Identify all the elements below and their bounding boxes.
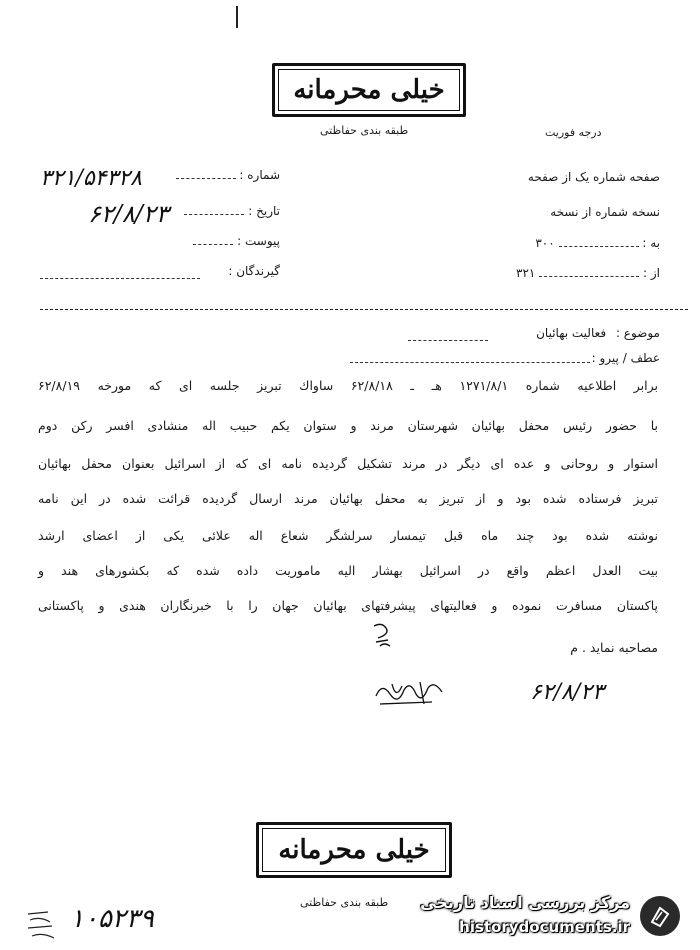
recipients-field <box>228 264 280 278</box>
archive-scribble-icon <box>24 906 58 942</box>
body-line: برابر اطلاعیه شماره ۱۲۷۱/۸/۱ هـ ـ ۶۲/۸/۱۸ ساواك تبریز جلسه ای که مورخه ۶۲/۸/۱۹ <box>38 378 658 393</box>
reference-number-label: شماره : <box>239 168 280 182</box>
from-value: ۳۲۱ <box>516 266 536 280</box>
handwritten-note: ۶۲/۸/۲۳ <box>530 680 604 705</box>
from-label: از : <box>643 266 660 280</box>
body-line: پاکستان مسافرت نموده و فعالیتهای پیشرفتهای بهائیان جهان را با خبرنگاران هندی و پاکستانی <box>38 598 658 613</box>
signature-icon <box>372 676 450 710</box>
to-field <box>535 236 660 250</box>
subject-field <box>536 326 660 340</box>
handwritten-archive-number: ۱۰۵۲۳۹ <box>70 904 154 934</box>
date-value: ۶۲/۸/۲۳ <box>88 200 169 228</box>
reference-number-value: ۳۲۱/۵۴۳۲۸ <box>40 166 142 191</box>
subject-dots <box>408 340 488 341</box>
subject-label: موضوع : <box>615 326 660 340</box>
classification-stamp-bottom <box>256 822 452 878</box>
body-line: با حضور رئیس محفل بهائیان شهرستان مرند و ستوان یکم حبیب اله منشادی افسر رکن دوم <box>38 418 658 433</box>
classification-stamp-bottom-text: خیلی محرمانه <box>278 835 430 865</box>
watermark-url: historydocuments.ir <box>459 918 630 936</box>
header-divider <box>40 309 688 310</box>
classification-level-label-bottom: طبقه بندی حفاظتی <box>300 896 389 909</box>
date-field <box>184 204 280 218</box>
body-line: استوار و روحانی و عده ای دیگر در مرند تشکیل گردیده نامه ای که از اسرائیل بعنوان محفل بهائیان <box>38 456 658 471</box>
attachment-label: پیوست : <box>237 234 280 248</box>
body-line: نوشته شده بود چند ماه قبل تیمسار سرلشگر شعاع اله علائی یکی از اعضای ارشد <box>38 528 658 543</box>
body-line: تبریز فرستاده شده بود و از تبریز به محفل بهائیان مرند ارسال گردیده قرائت شده در این نامه <box>38 491 658 506</box>
priority-label: درجه فوریت <box>545 126 602 139</box>
classification-stamp-top-text: خیلی محرمانه <box>293 75 445 105</box>
copy-number-text: نسخه شماره از نسخه <box>550 205 660 219</box>
classification-level-label: طبقه بندی حفاظتی <box>320 124 409 137</box>
initials-mark <box>370 620 394 650</box>
body-line-last: مصاحبه نماید . م <box>570 640 658 655</box>
page-number-text: صفحه شماره یک از صفحه <box>527 170 660 184</box>
classification-stamp-top <box>272 63 466 117</box>
from-field <box>516 266 660 280</box>
to-value: ۳۰۰ <box>535 236 555 250</box>
recipients-dots <box>40 278 200 279</box>
attachment-field <box>193 234 280 248</box>
watermark-logo-icon <box>640 896 680 936</box>
body-line: بیت العدل اعظم واقع در اسرائیل بهشار الیه ماموریت داده شده که بکشورهای هند و <box>38 563 658 578</box>
reference-number-field <box>176 168 280 182</box>
recipients-label: گیرندگان : <box>228 264 280 278</box>
date-label: تاریخ : <box>248 204 280 218</box>
reference-dots <box>350 362 590 363</box>
subject-value: فعالیت بهائیان <box>536 326 607 340</box>
watermark-title: مرکز بررسی اسناد تاریخی <box>420 893 630 912</box>
top-mark <box>236 6 242 28</box>
to-label: به : <box>642 236 660 250</box>
reference-label: عطف / پیرو : <box>591 351 660 365</box>
document-bookmark-icon <box>646 902 674 930</box>
reference-field <box>592 351 660 365</box>
